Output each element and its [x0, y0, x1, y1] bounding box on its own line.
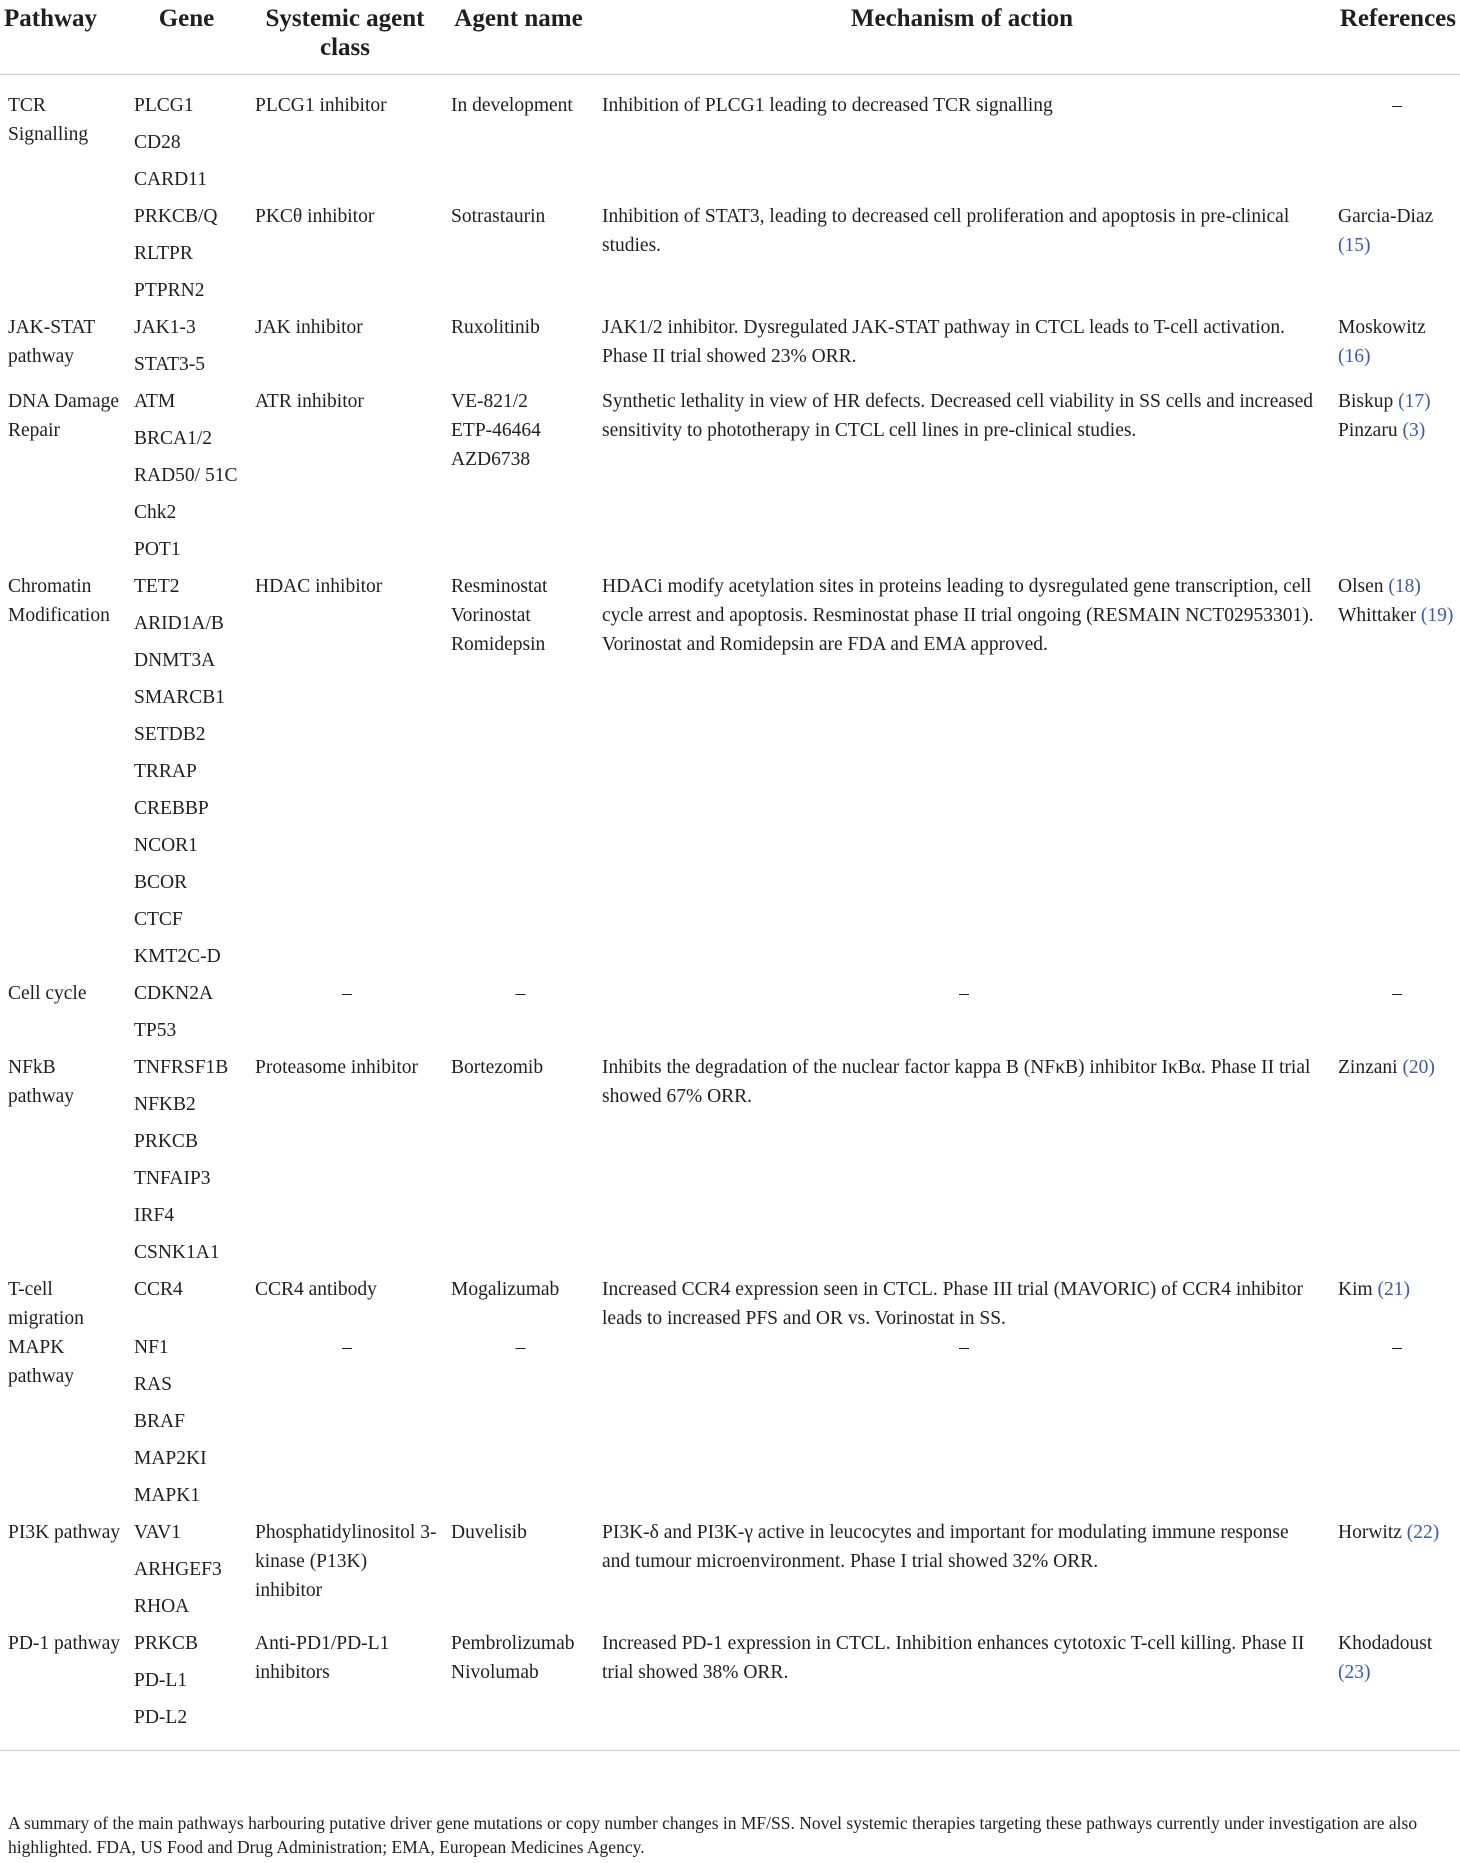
agent-name: Bortezomib — [451, 1057, 544, 1078]
gene-name: VAV1 — [134, 1522, 181, 1543]
gene-name: PTPRN2 — [134, 280, 205, 301]
table-row — [0, 75, 1460, 203]
reference-entry — [1338, 387, 1456, 416]
gene-name: SMARCB1 — [134, 687, 226, 708]
gene-name: NF1 — [134, 1337, 169, 1358]
gene-name: CSNK1A1 — [134, 1242, 220, 1263]
gene-name: JAK1-3 — [134, 317, 196, 338]
table-row — [0, 1275, 1460, 1333]
agent-name: – — [515, 1337, 526, 1358]
reference-entry — [1338, 572, 1456, 601]
mechanism-cell: Increased CCR4 expression seen in CTCL. Phase III trial (MAVORIC) of CCR4 inhibitor leads to increased PFS and OR vs. Vorinostat in SS. — [602, 1279, 1304, 1329]
reference-dash: – — [1392, 1337, 1402, 1358]
reference-author: Olsen — [1338, 576, 1384, 597]
gene-name: MAPK1 — [134, 1485, 201, 1506]
header-references: References — [1330, 0, 1460, 75]
header-pathway: Pathway — [0, 0, 126, 75]
table-row — [0, 1518, 1460, 1629]
agent-name: ETP-46464 — [451, 420, 541, 441]
gene-name: TP53 — [134, 1020, 177, 1041]
reference-link[interactable]: (17) — [1398, 391, 1431, 412]
gene-name: ARID1A/B — [134, 613, 224, 634]
agent-class-cell: PKCθ inhibitor — [255, 206, 375, 227]
table-row — [0, 1053, 1460, 1275]
mechanism-cell: PI3K-δ and PI3K-γ active in leucocytes and important for modulating immune response and tumour microenvironment. Phase I trial showed 32% ORR. — [602, 1522, 1289, 1572]
agent-name: Sotrastaurin — [451, 206, 546, 227]
reference-link[interactable]: (22) — [1406, 1522, 1440, 1543]
gene-name: MAP2KI — [134, 1448, 207, 1469]
table-row — [0, 572, 1460, 979]
reference-cell — [1330, 572, 1460, 979]
pathway-cell: NFkB pathway — [8, 1057, 75, 1107]
gene-name: STAT3-5 — [134, 354, 206, 375]
agent-name: Pembrolizumab — [451, 1633, 575, 1654]
reference-cell — [1330, 75, 1460, 203]
gene-name: TET2 — [134, 576, 180, 597]
reference-link[interactable]: (15) — [1338, 235, 1371, 256]
gene-cell — [126, 1275, 247, 1333]
gene-name: POT1 — [134, 539, 181, 560]
gene-name: CARD11 — [134, 169, 207, 190]
reference-link[interactable]: (16) — [1338, 346, 1371, 367]
agent-class-cell: JAK inhibitor — [255, 317, 363, 338]
reference-link[interactable]: (3) — [1402, 420, 1426, 441]
reference-entry — [1338, 1518, 1456, 1547]
gene-cell — [126, 313, 247, 387]
pathway-cell: MAPK pathway — [8, 1337, 75, 1387]
agent-class-cell: Phosphatidylinositol 3-kinase (P13K) inhibitor — [255, 1522, 437, 1601]
mechanism-cell: HDACi modify acetylation sites in proteins leading to dysregulated gene transcription, cell cycle arrest and apoptosis. Resminostat phase II trial ongoing (RESMAIN NCT02953301). Vorinostat and Romidepsin are FDA and EMA approved. — [602, 576, 1314, 655]
agent-name-cell — [443, 1629, 594, 1751]
gene-name: BRAF — [134, 1411, 185, 1432]
gene-name: RLTPR — [134, 243, 193, 264]
agent-name-cell — [443, 1053, 594, 1275]
reference-entry — [1338, 979, 1456, 1008]
gene-cell — [126, 572, 247, 979]
pathway-cell: DNA Damage Repair — [8, 391, 120, 441]
agent-name: AZD6738 — [451, 449, 531, 470]
reference-cell — [1330, 313, 1460, 387]
gene-name: BCOR — [134, 872, 188, 893]
gene-name: TRRAP — [134, 761, 197, 782]
gene-cell — [126, 202, 247, 313]
reference-link[interactable]: (23) — [1338, 1662, 1371, 1683]
agent-class-cell: HDAC inhibitor — [255, 576, 383, 597]
reference-entry — [1338, 202, 1456, 260]
gene-name: CCR4 — [134, 1279, 183, 1300]
gene-name: RAD50/ 51C — [134, 465, 238, 486]
agent-name: Romidepsin — [451, 634, 546, 655]
agent-class-cell: ATR inhibitor — [255, 391, 364, 412]
gene-name: NCOR1 — [134, 835, 198, 856]
gene-name: PRKCB/Q — [134, 206, 218, 227]
table-row — [0, 1333, 1460, 1518]
gene-cell — [126, 979, 247, 1053]
agent-name-cell — [443, 1518, 594, 1629]
agent-name-cell — [443, 313, 594, 387]
gene-name: PRKCB — [134, 1633, 198, 1654]
reference-author: Pinzaru — [1338, 420, 1398, 441]
gene-name: CD28 — [134, 132, 181, 153]
reference-cell — [1330, 1275, 1460, 1333]
agent-name-cell — [443, 202, 594, 313]
agent-class-cell: – — [342, 983, 352, 1004]
gene-name: ARHGEF3 — [134, 1559, 222, 1580]
agent-name: Vorinostat — [451, 605, 531, 626]
reference-entry — [1338, 416, 1456, 445]
reference-entry — [1338, 1629, 1456, 1687]
reference-cell — [1330, 1333, 1460, 1518]
gene-name: KMT2C-D — [134, 946, 221, 967]
agent-name: Mogalizumab — [451, 1279, 560, 1300]
table-row — [0, 387, 1460, 572]
reference-cell — [1330, 979, 1460, 1053]
reference-author: Garcia-Diaz — [1338, 206, 1434, 227]
table-row — [0, 979, 1460, 1053]
reference-dash: – — [1392, 95, 1402, 116]
table-row — [0, 202, 1460, 313]
agent-name-cell — [443, 75, 594, 203]
reference-link[interactable]: (19) — [1420, 605, 1454, 626]
table-header — [0, 0, 1460, 75]
agent-name: In development — [451, 95, 573, 116]
pathway-cell: Chromatin Modification — [8, 576, 110, 626]
agent-name-cell — [443, 979, 594, 1053]
reference-author: Biskup — [1338, 391, 1394, 412]
gene-name: TNFRSF1B — [134, 1057, 229, 1078]
reference-link[interactable]: (18) — [1388, 576, 1421, 597]
mechanism-cell: Inhibition of STAT3, leading to decreased cell proliferation and apoptosis in pre-clinical studies. — [602, 206, 1290, 256]
gene-cell — [126, 1518, 247, 1629]
table-row — [0, 313, 1460, 387]
reference-link[interactable]: (21) — [1377, 1279, 1411, 1300]
mechanism-cell: Inhibits the degradation of the nuclear factor kappa B (NFκB) inhibitor IκBα. Phase II trial showed 67% ORR. — [602, 1057, 1311, 1107]
reference-entry — [1338, 91, 1456, 120]
reference-cell — [1330, 1518, 1460, 1629]
pathway-cell: JAK-STAT pathway — [8, 317, 95, 367]
header-agent-name: Agent name — [443, 0, 594, 75]
reference-entry — [1338, 601, 1456, 630]
gene-name: TNFAIP3 — [134, 1168, 211, 1189]
mechanism-cell: Inhibition of PLCG1 leading to decreased TCR signalling — [602, 95, 1053, 116]
reference-author: Horwitz — [1338, 1522, 1402, 1543]
reference-author: Kim — [1338, 1279, 1373, 1300]
reference-cell — [1330, 1053, 1460, 1275]
gene-name: IRF4 — [134, 1205, 175, 1226]
reference-entry — [1338, 1333, 1456, 1362]
pathway-cell: PI3K pathway — [8, 1522, 121, 1543]
gene-name: BRCA1/2 — [134, 428, 213, 449]
mechanism-cell: JAK1/2 inhibitor. Dysregulated JAK-STAT pathway in CTCL leads to T-cell activation. Phase II trial showed 23% ORR. — [602, 317, 1286, 367]
pathway-cell: Cell cycle — [8, 983, 87, 1004]
table-caption: A summary of the main pathways harbouring putative driver gene mutations or copy number changes in MF/SS. Novel systemic therapies targeting these pathways currently under investigation are also highlighted. FDA, US Food and Drug Administration; EMA, European Medicines Agency. — [8, 1813, 1418, 1857]
mechanism-cell: – — [959, 983, 969, 1004]
gene-name: SETDB2 — [134, 724, 206, 745]
agent-name: Resminostat — [451, 576, 548, 597]
mechanism-cell: – — [959, 1337, 969, 1358]
table-row — [0, 1629, 1460, 1751]
reference-cell — [1330, 202, 1460, 313]
gene-name: CREBBP — [134, 798, 209, 819]
reference-link[interactable]: (20) — [1402, 1057, 1435, 1078]
agent-name: Nivolumab — [451, 1662, 539, 1683]
gene-name: DNMT3A — [134, 650, 216, 671]
header-gene: Gene — [126, 0, 247, 75]
agent-name: Duvelisib — [451, 1522, 527, 1543]
agent-name-cell — [443, 1333, 594, 1518]
reference-cell — [1330, 387, 1460, 572]
gene-cell — [126, 387, 247, 572]
agent-name-cell — [443, 572, 594, 979]
agent-name: VE-821/2 — [451, 391, 528, 412]
gene-name: CDKN2A — [134, 983, 214, 1004]
gene-cell — [126, 1629, 247, 1751]
header-agent-class: Systemic agent class — [247, 0, 443, 75]
agent-class-cell: PLCG1 inhibitor — [255, 95, 387, 116]
mechanism-cell: Increased PD-1 expression in CTCL. Inhibition enhances cytotoxic T-cell killing. Phase II trial showed 38% ORR. — [594, 1629, 1330, 1751]
gene-name: PD-L2 — [134, 1707, 188, 1728]
agent-class-cell: – — [342, 1337, 352, 1358]
mechanism-cell: Synthetic lethality in view of HR defects. Decreased cell viability in SS cells and increased sensitivity to phototherapy in CTCL cell lines in pre-clinical studies. — [602, 391, 1313, 441]
gene-cell — [126, 75, 247, 203]
reference-author: Whittaker — [1338, 605, 1416, 626]
reference-entry — [1338, 313, 1456, 371]
agent-name-cell — [443, 387, 594, 572]
pathway-cell: TCR Signalling — [8, 95, 89, 145]
reference-author: Khodadoust — [1338, 1633, 1433, 1654]
reference-entry — [1338, 1053, 1456, 1082]
gene-name: PD-L1 — [134, 1670, 188, 1691]
gene-name: Chk2 — [134, 502, 177, 523]
table-body — [0, 75, 1460, 1751]
header-mechanism: Mechanism of action — [594, 0, 1330, 75]
gene-name: CTCF — [134, 909, 183, 930]
gene-cell — [126, 1333, 247, 1518]
gene-cell — [126, 1053, 247, 1275]
gene-name: ATM — [134, 391, 176, 412]
agent-class-cell: Proteasome inhibitor — [255, 1057, 419, 1078]
gene-name: NFKB2 — [134, 1094, 196, 1115]
gene-name: PLCG1 — [134, 95, 194, 116]
agent-class-cell: CCR4 antibody — [255, 1279, 377, 1300]
reference-entry — [1338, 1275, 1456, 1304]
agent-class-cell: Anti-PD1/PD-L1 inhibitors — [247, 1629, 443, 1751]
reference-author: Moskowitz — [1338, 317, 1426, 338]
gene-name: PRKCB — [134, 1131, 198, 1152]
agent-name-cell — [443, 1275, 594, 1333]
reference-author: Zinzani — [1338, 1057, 1398, 1078]
agent-name: Ruxolitinib — [451, 317, 540, 338]
reference-cell — [1330, 1629, 1460, 1751]
pathway-cell: PD-1 pathway — [0, 1629, 126, 1751]
pathway-cell: T-cell migration — [8, 1279, 84, 1329]
agent-name: – — [515, 983, 526, 1004]
reference-dash: – — [1392, 983, 1402, 1004]
gene-name: RHOA — [134, 1596, 190, 1617]
gene-name: RAS — [134, 1374, 172, 1395]
